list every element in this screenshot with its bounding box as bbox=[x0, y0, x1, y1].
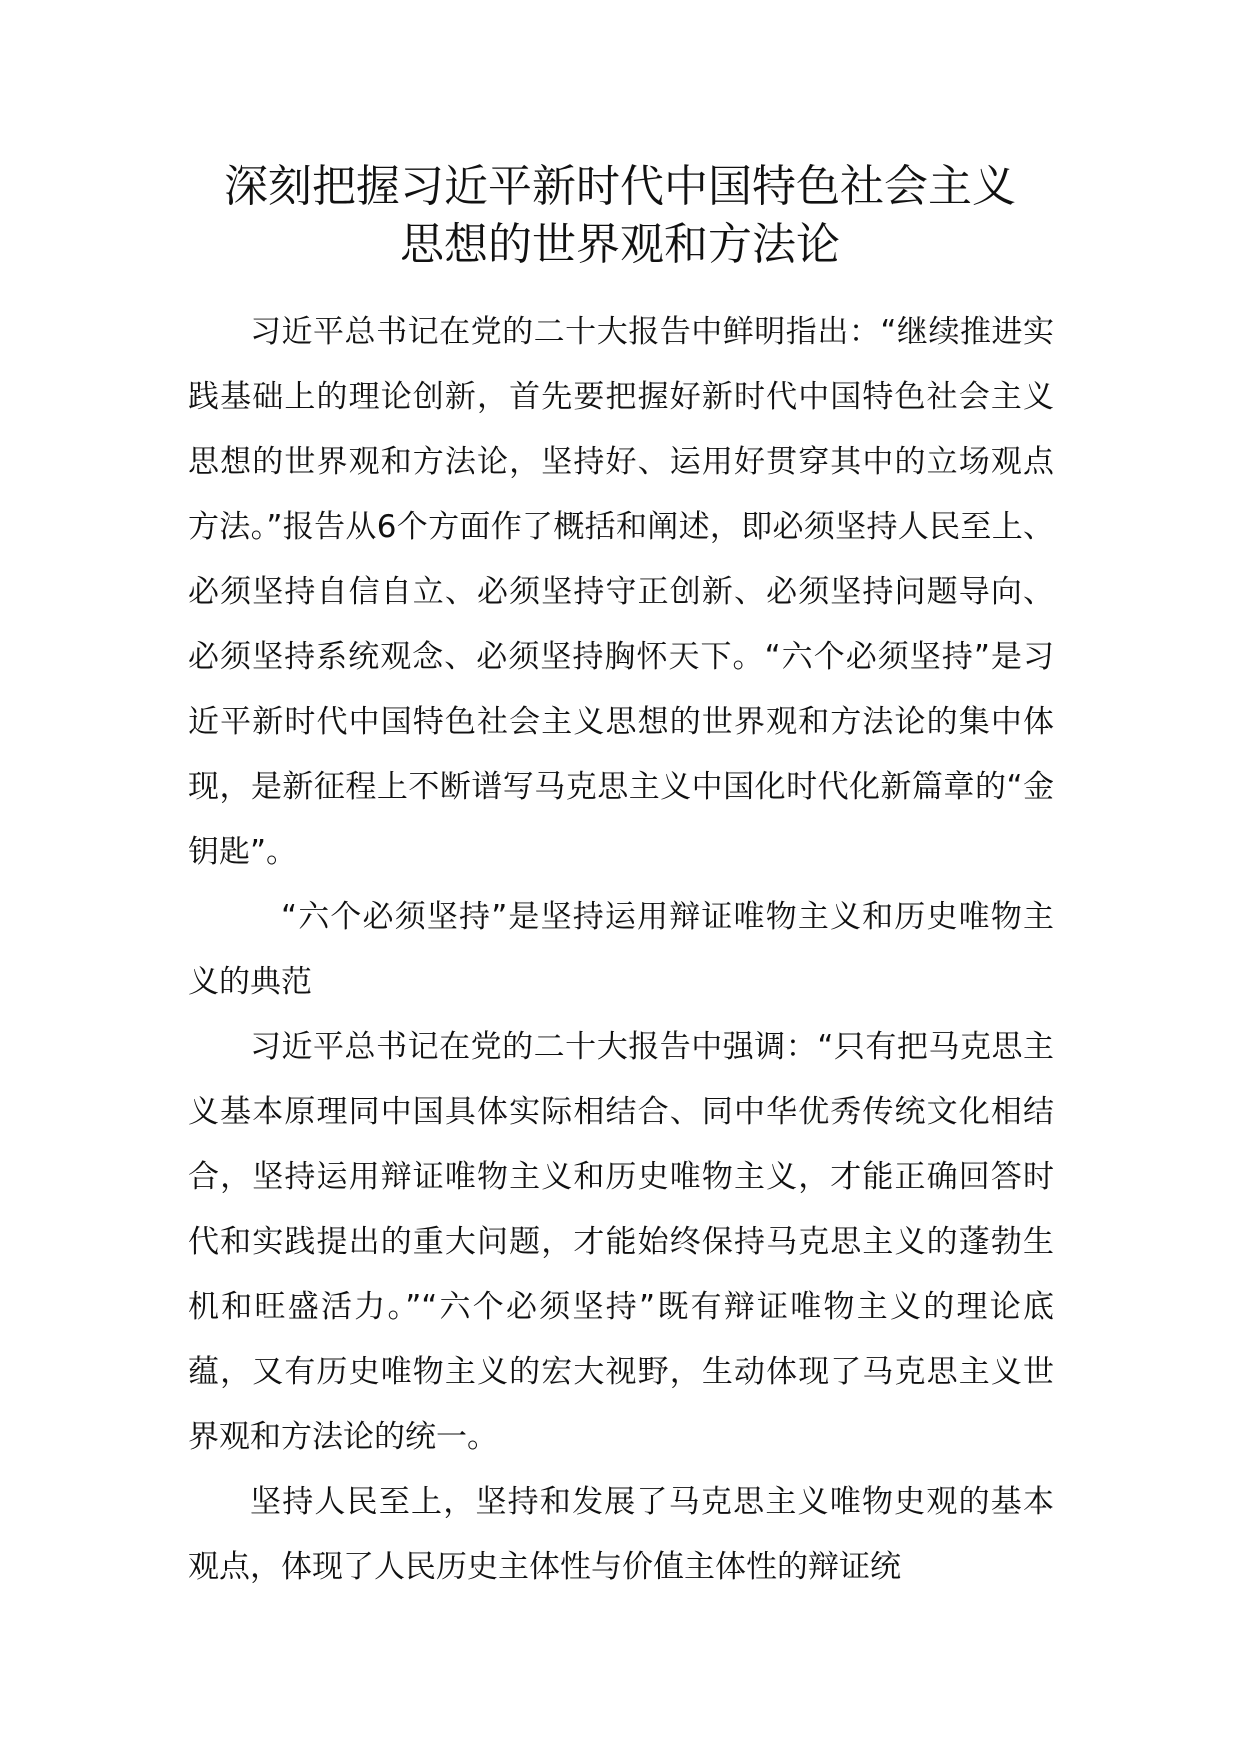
section-heading: “六个必须坚持”是坚持运用辩证唯物主义和历史唯物主义的典范 bbox=[188, 899, 1054, 1000]
title-line-1: 深刻把握习近平新时代中国特色社会主义 bbox=[224, 161, 1016, 212]
paragraph-intro: 习近平总书记在党的二十大报告中鲜明指出：“继续推进实践基础上的理论创新，首先要把握好新时代中国特色社会主义思想的世界观和方法论，坚持好、运用好贯穿其中的立场观点方法。”报告从6个方面作了概括和阐述，即必须坚持人民至上、必须坚持自信自立、必须坚持守正创新、必须坚持问题导向、必须坚持系统观念、必须坚持胸怀天下。“六个必须坚持”是习近平新时代中国特色社会主义思想的世界观和方法论的集中体现，是新征程上不断谱写马克思主义中国化时代化新篇章的“金钥匙”。 bbox=[188, 314, 1054, 870]
paragraph-dialectics: 习近平总书记在党的二十大报告中强调：“只有把马克思主义基本原理同中国具体实际相结合、同中华优秀传统文化相结合，坚持运用辩证唯物主义和历史唯物主义，才能正确回答时代和实践提出的重大问题，才能始终保持马克思主义的蓬勃生机和旺盛活力。”“六个必须坚持”既有辩证唯物主义的理论底蕴，又有历史唯物主义的宏大视野，生动体现了马克思主义世界观和方法论的统一。 bbox=[188, 1029, 1054, 1455]
title-line-2: 思想的世界观和方法论 bbox=[400, 219, 840, 270]
paragraph-people-first: 坚持人民至上，坚持和发展了马克思主义唯物史观的基本观点，体现了人民历史主体性与价值主体性的辩证统 bbox=[188, 1484, 1054, 1585]
document-title bbox=[150, 158, 1090, 274]
document-body bbox=[188, 300, 1054, 1600]
